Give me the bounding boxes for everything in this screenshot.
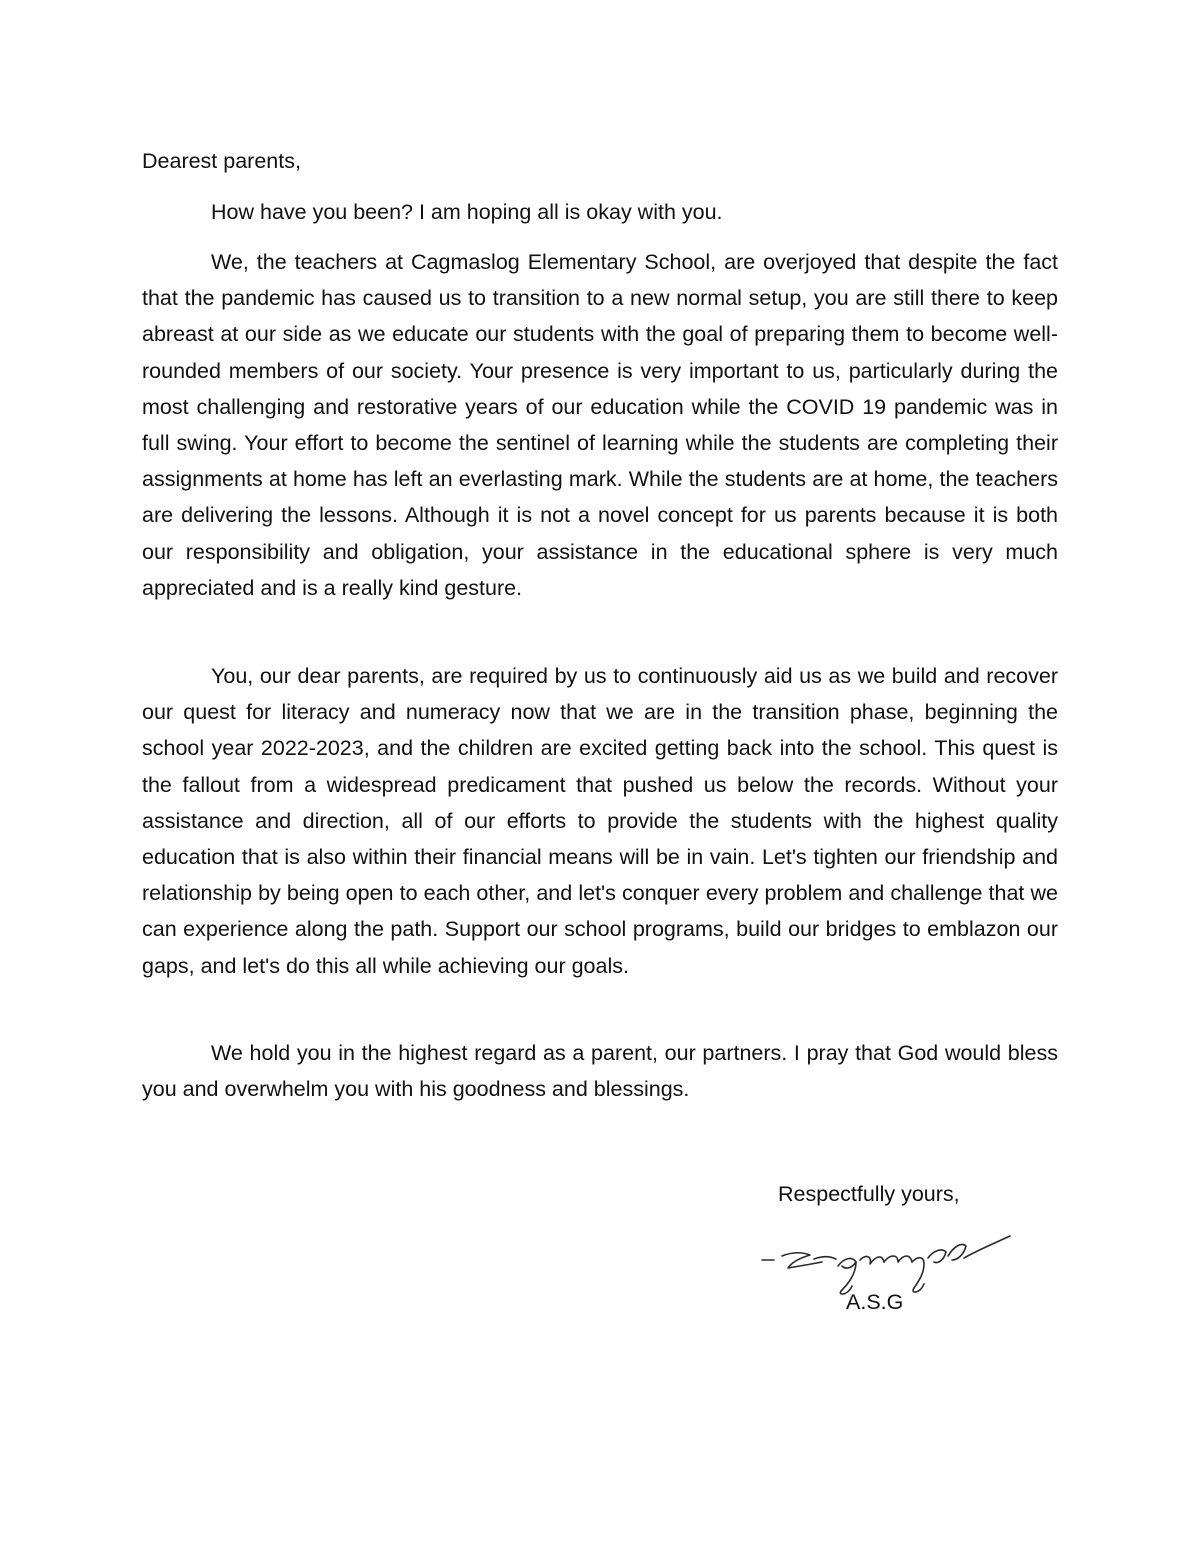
salutation: Dearest parents, (142, 149, 301, 173)
closing: Respectfully yours, (778, 1182, 960, 1206)
paragraph-greeting: How have you been? I am hoping all is okay with you. (211, 200, 723, 224)
paragraph-request: You, our dear parents, are required by us to continuously aid us as we build and recover our quest for literacy and numeracy now that we are in the transition phase, beginning the school year 2022-2023, and the children are excited getting back into the school. This quest is the fallout from a widespread predicament that pushed us below the records. Without your assistance and direction, all of our efforts to provide the students with the highest quality education that is also within their financial means will be in vain. Let's tighten our friendship and relationship by being open to each other, and let's conquer every problem and challenge that we can experience along the path. Support our school programs, build our bridges to emblazon our gaps, and let's do this all while achieving our goals. (142, 664, 1058, 978)
paragraph-blessing: We hold you in the highest regard as a parent, our partners. I pray that God would bless you and overwhelm you with his goodness and blessings. (142, 1041, 1058, 1102)
initials: A.S.G (846, 1290, 904, 1314)
paragraph-gratitude: We, the teachers at Cagmaslog Elementary School, are overjoyed that despite the fact that the pandemic has caused us to transition to a new normal setup, you are still there to keep abreast at our side as we educate our students with the goal of preparing them to become well-rounded members of our society. Your presence is very important to us, particularly during the most challenging and restorative years of our education while the COVID 19 pandemic was in full swing. Your effort to become the sentinel of learning while the students are completing their assignments at home has left an everlasting mark. While the students are at home, the teachers are delivering the lessons. Although it is not a novel concept for us parents because it is both our responsibility and obligation, your assistance in the educational sphere is very much appreciated and is a really kind gesture. (142, 250, 1058, 600)
